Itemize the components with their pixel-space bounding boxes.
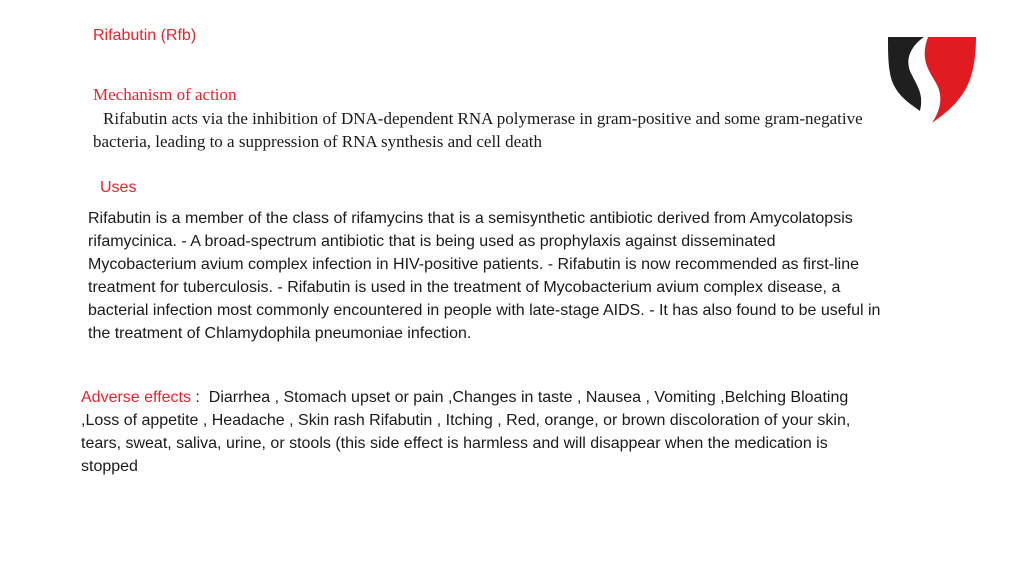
uses-heading: Uses (100, 179, 137, 196)
mechanism-heading: Mechanism of action (93, 85, 237, 104)
mechanism-body: Rifabutin acts via the inhibition of DNA-dependent RNA polymerase in gram-positive and some gram-negative bacteria, leading to a suppression of RNA synthesis and cell death (93, 109, 863, 151)
adverse-effects-heading: Adverse effects (81, 389, 191, 406)
adverse-effects-body: Diarrhea , Stomach upset or pain ,Changes in taste , Nausea , Vomiting ,Belching Bloating ,Loss of appetite , Headache , Skin rash Rifabutin , Itching , Red, orange, or brown discoloration of your skin, tears, sweat, saliva, urine, or stools (this side effect is harmless and will disappear when the medication is stopped (81, 389, 851, 475)
shield-logo-icon (884, 33, 980, 125)
uses-body: Rifabutin is a member of the class of rifamycins that is a semisynthetic antibiotic derived from Amycolatopsis rifamycinica. - A broad-spectrum antibiotic that is being used as prophylaxis against disseminated Mycobacterium avium complex infection in HIV-positive patients. - Rifabutin is now recommended as first-line treatment for tuberculosis. - Rifabutin is used in the treatment of Mycobacterium avium complex disease, a bacterial infection most commonly encountered in people with late-stage AIDS. - It has also found to be useful in the treatment of Chlamydophila pneumoniae infection. (88, 210, 881, 342)
adverse-effects-paragraph (81, 386, 881, 478)
slide-title: Rifabutin (Rfb) (93, 27, 197, 44)
adverse-effects-separator: : (190, 389, 209, 406)
